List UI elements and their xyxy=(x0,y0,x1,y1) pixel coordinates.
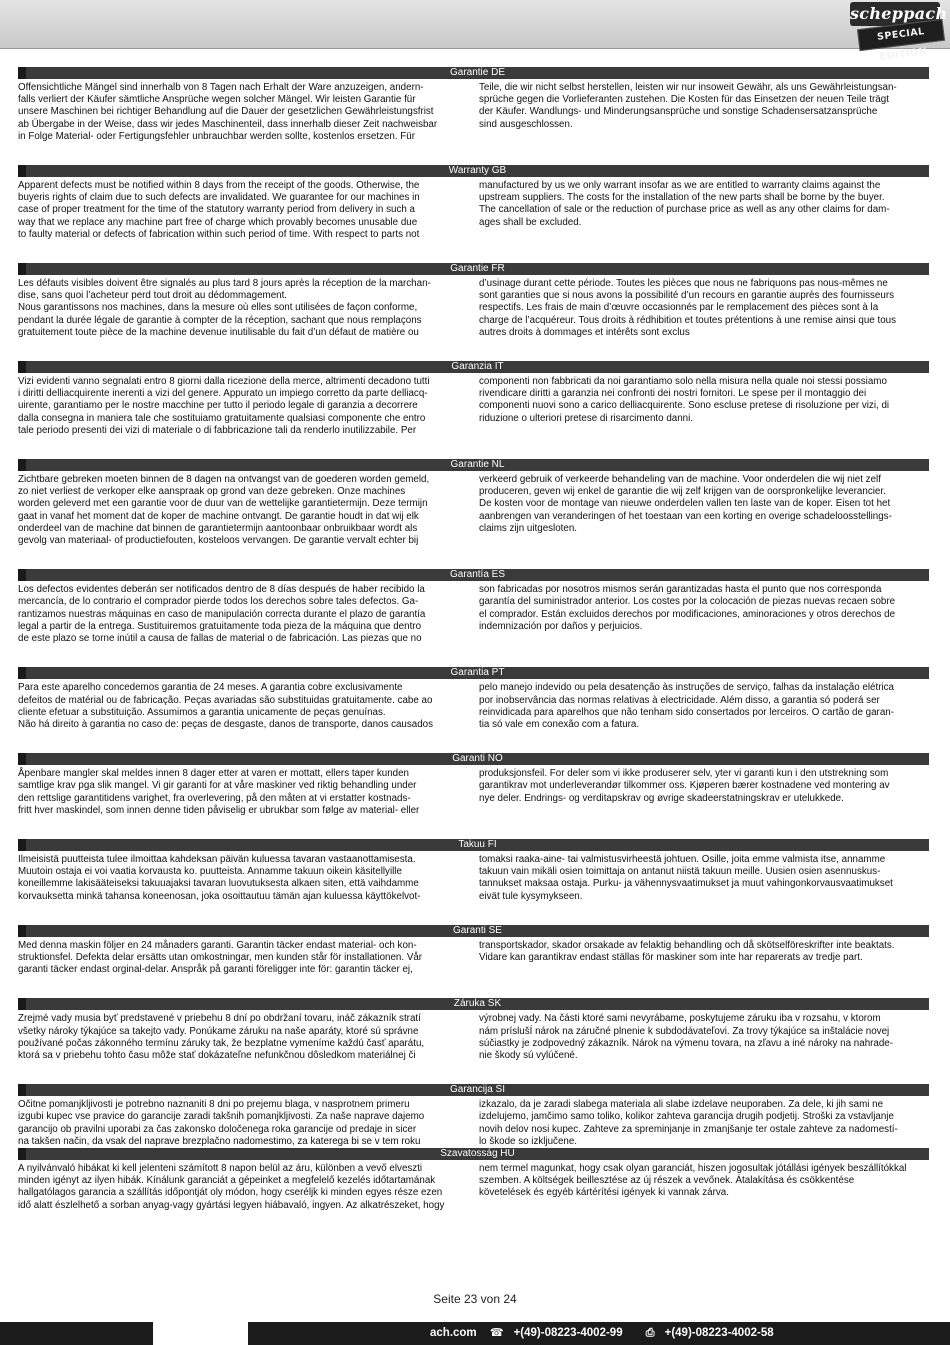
warranty-content xyxy=(18,67,929,1234)
section-text-left: Offensichtliche Mängel sind innerhalb von 8 Tagen nach Erhalt der Ware anzuzeigen, andern- falls verliert der Käufer sämtliche Ansprüche wegen solcher Mängel. Wir leisten Garantie für unsere Maschinen bei richtiger Behandlung auf die Dauer der gesetzlichen Gewährleistungsfrist ab Übergabe in der Weise, dass wir jedes Maschinenteil, dass innerhalb dieser Zeit nachweisbar in Folge Material- oder Fertigungsfehler unbrauchbar werden sollte, kostenlos ersetzen. Für xyxy=(18,82,438,142)
fax-icon: ⎙ xyxy=(645,1327,655,1339)
section-text-right: pelo manejo indevido ou pela desatenção às instruções de serviço, falhas da instalação elétrica por inobservância das normas relativas à electricidade. Além disso, a garantia só poderá ser reinvidicada para aparelhos que não tenham sido consertados por lerceiros. O cartão de garan- tia só vale em conexão com a fatura. xyxy=(479,682,894,730)
section-heading: Garancija SI xyxy=(18,1084,929,1096)
section-pt xyxy=(18,667,929,731)
phone-number: +(49)-08223-4002-99 xyxy=(513,1327,623,1339)
section-it xyxy=(18,361,929,437)
section-text-right: d’usinage durant cette période. Toutes les pièces que nous ne fabriquons pas nous-mêmes ne sont garanties que si nous avons la possibilité d’un recours en garantie auprès des fournisseurs respectifs. Les frais de main d’œuvre occasionnés par le remplacement des pièces sont à la charge de l’acquéreur. Tous droits à rédhibition et toutes prétentions à une remise ainsi que tous autres droits à dommages et intérêts sont exclus xyxy=(479,278,896,338)
section-text-right: son fabricadas por nosotros mismos serán garantizadas hasta el punto que nos corresponda garantía del suministrador anterior. Los costes por la colocación de piezas nuevas recaen sobre el comprador. Están excluidos derechos por modificaciones, aminoraciones y otros derechos de indemnización por daños y perjuicios. xyxy=(479,584,896,632)
page-number: Seite 23 von 24 xyxy=(433,1292,517,1306)
section-text-left: Ilmeisistä puutteista tulee ilmoittaa kahdeksan päivän kuluessa tavaran vastaanottamisesta. Muutoin ostaja ei voi vaatia korvausta ko. puutteista. Annamme takuun oikein käsitellyille koneillemme lakisääteiseksi takuuajaksi tavaran luovutuksesta alkaen siten, että vaihdamme korvauksetta minkä tahansa koneenosan, joka osoittautuu tämän ajan kuluessa käyttökelvot- xyxy=(18,853,421,902)
section-fi xyxy=(18,839,929,903)
section-heading: Garanti NO xyxy=(18,753,929,765)
section-text-left: Med denna maskin följer en 24 månaders garanti. Garantin täcker endast material- och kon- struktionsfel. Defekta delar ersätts utan omkostningar, men kunden står för installationen. Vår garanti täcker endast orginal-delar. Anspråk på garanti föreligger inte för: garantin täcker ej, xyxy=(18,939,423,976)
section-text-left: Les défauts visibles doivent être signalés au plus tard 8 jours après la réception de la marchan- dise, sans quoi l’acheteur perd tout droit au dédommagement. Nous garantissons nos machines, dans la mesure où elles sont utilisées de façon conforme, pendant la durée légale de garantie à compter de la réception, sachant que nous remplaçons gratuitement toute pièce de la machine devenue inutilisable du fait d’un défaut de matière ou xyxy=(18,278,431,338)
footer-fax xyxy=(646,1327,784,1339)
section-heading: Garanzia IT xyxy=(18,361,929,373)
section-heading: Szavatosság HU xyxy=(18,1148,929,1160)
section-text-right: transportskador, skador orsakade av felaktig behandling och då skötselföreskrifter inte beaktats. Vidare kan garantikrav endast ställas för maskiner som inte har reparerats av tredje part. xyxy=(479,939,895,963)
section-text-left: Zrejmé vady musia byť predstavené v priebehu 8 dní po obdržaní tovaru, ináč zákazník stratí všetky nároky týkajúce sa takejto vady. Ponúkame záruku na naše aparáty, ktoré sú správne používané počas zákonného termínu záruky tak, že bezplatne vymeníme každú časť aparátu, ktorá sa v priebehu tohto času môže stať dokázateľne nefunkčnou dôsledkom materiálnej či xyxy=(18,1013,425,1061)
section-si xyxy=(18,1084,929,1148)
section-gb xyxy=(18,165,929,241)
section-text-right: componenti non fabbricati da noi garantiamo solo nella misura nella quale noi stessi possiamo rivendicare diritti a garanzia nei confronti dei nostri fornitori. Le spese per il montaggio dei componenti nuovi sono a carico delliacquirente. Sono escluse pretese di risoluzione per vizi, di riduzione o ulteriori pretese di risarcimento danni. xyxy=(479,376,890,424)
section-text-left: A nyilvánvaló hibákat ki kell jelenteni számított 8 napon belül az áru, különben a vevő elveszti minden igényt az ilyen hibák. Kínálunk garanciát a gépeinket a megfelelő kezelés időtartamának hallgatólagos garancia a szállítás időpontját oly módon, hogy cseréljk ki minden egyes része ezen idő alatt észlelhető a sorban anyag-vagy gyártási legyen hiábavaló, ingyen. Az alkatrészeket, hogy xyxy=(18,1162,445,1211)
special-edition-badge: SPECIAL EDITION xyxy=(857,19,945,51)
footer-phone xyxy=(490,1327,633,1339)
section-text-left: Vizi evidenti vanno segnalati entro 8 giorni dalla ricezione della merce, altrimenti decadono tutti i diritti delliacquirente inerenti a vizi del genere. Appurato un impiego corretto da parte delliacq- uirente, garantiamo per le nostre macchine per tutto il periodo legale di garanzia a decorrere dalla consegna in maniera tale che sostituiamo gratuitamente qualsiasi componente che entro tale periodo presenti dei vizi di materiale o di fabbricazione tali da renderlo inutilizzabile. Per xyxy=(18,376,430,436)
section-heading: Garanti SE xyxy=(18,925,929,937)
section-text-left: Apparent defects must be notified within 8 days from the receipt of the goods. Otherwise, the buyeris rights of claim due to such defects are invalidated. We guarantee for our machines in case of proper treatment for the time of the statutory warranty period from delivery in such a way that we replace any machine part free of charge which provably becomes unusable due to faulty material or defects of fabrication within such period of time. With respect to parts not xyxy=(18,180,420,240)
section-text-right: Teile, die wir nicht selbst herstellen, leisten wir nur insoweit Gewähr, als uns Gewährleistungsan- sprüche gegen die Vorlieferanten zustehen. Die Kosten für das Einsetzen der neuen Teile trägt der Käufer. Wandlungs- und Minderungsansprüche und sonstige Schadensersatzansprüche sind ausgeschlossen. xyxy=(479,82,897,130)
section-text-right: výrobnej vady. Na části ktoré sami nevyrábame, poskytujeme záruku iba v rozsahu, v ktorom nám príslušÍ nárok na záručné plnenie k subdodávateľovi. Za trovy týkajúce sa inštalácie novej súčiastky je zodpovedný zákazník. Nárok na výmenu tovara, na zľavu a iné nároky na nahrade- nie škody sú vylúčené. xyxy=(479,1013,894,1061)
logo-wordmark: scheppach xyxy=(850,2,940,26)
section-fr xyxy=(18,263,929,339)
section-text-left: Očitne pomanjkljivosti je potrebno naznaniti 8 dni po prejemu blaga, v nasprotnem primeru izgubi kupec vse pravice do garancije zaradi takšnih pomanjkljivosti. Za naše naprave dajemo garancijo ob pravilni uporabi za čas zakonsko določenega roka garancije od predaje in sicer na takšen način, da vsak del naprave brezplačno nadomestimo, za katerega bi se v tem roku xyxy=(18,1099,425,1147)
footer-white-block xyxy=(153,1322,248,1345)
section-text-left: Zichtbare gebreken moeten binnen de 8 dagen na ontvangst van de goederen worden gemeld, zo niet verliest de verkoper elke aanspraak op grond van deze gebreken. Onze machines worden geleverd met een garantie voor de duur van de wettelijke garantietermijn. Deze termijn gaat in vanaf het moment dat de koper de machine ontvangt. De garantie houdt in dat wij elk onderdeel van de machine dat binnen de garantietermijn aantoonbaar onbruikbaar wordt als gevolg van materiaal- of productiefouten, kosteloos vervangen. De garantie vervalt echter bij xyxy=(18,474,430,547)
section-text-left: Åpenbare mangler skal meldes innen 8 dager etter at varen er mottatt, ellers taper kunden samtlige krav pga slik mangel. Vi gir garanti for at våre maskiner ved riktig behandling under den rettslige garantitidens varighet, fra overlevering, på den måten at vi erstatter kostnads- fritt hver maskindel, som innen denne tiden påviselig er ubrukbar som følge av material- eller xyxy=(18,768,420,816)
section-text-left: Los defectos evidentes deberán ser notificados dentro de 8 días después de haber recibido la mercancía, de lo contrario el comprador pierde todos los derechos sobre tales defectos. Ga- rantizamos nuestras máquinas en caso de manipulación correcta durante el plazo de garantía legal a partir de la entrega. Sustituiremos gratuitamente toda pieza de la máquina que dentro de este plazo se torne inútil a causa de fallas de material o de fabricación. Las piezas que no xyxy=(18,584,426,645)
section-de xyxy=(18,67,929,143)
section-hu xyxy=(18,1148,929,1212)
section-es xyxy=(18,569,929,645)
footer-contact xyxy=(430,1322,794,1345)
section-no xyxy=(18,753,929,817)
footer-bar xyxy=(0,1322,950,1345)
section-heading: Garantie FR xyxy=(18,263,929,275)
section-heading: Záruka SK xyxy=(18,998,929,1010)
section-text-right: manufactured by us we only warrant insofar as we are entitled to warranty claims against the upstream suppliers. The costs for the installation of the new parts shall be borne by the buyer. The cancellation of sale or the reduction of purchase price as well as any other claims for dam- ages shall be excluded. xyxy=(479,180,890,228)
scheppach-logo xyxy=(850,0,948,63)
section-heading: Warranty GB xyxy=(18,165,929,177)
footer-website[interactable]: ach.com xyxy=(430,1327,477,1339)
section-text-right: nem termel magunkat, hogy csak olyan garanciát, hiszen jogosultak jótállási igények beszállítókkal szemben. A költségek beillesztése az új részek a vevőnek. Átalakítása és csökkentése követelések és egyéb kártérítési igények ki vannak zárva. xyxy=(479,1162,907,1199)
phone-icon: ☎ xyxy=(489,1327,504,1339)
section-heading: Garantie NL xyxy=(18,459,929,471)
section-heading: Garantie DE xyxy=(18,67,929,79)
section-text-right: verkeerd gebruik of verkeerde behandeling van de machine. Voor onderdelen die wij niet zelf produceren, geven wij enkel de garantie die wij zelf krijgen van de oorspronkelijke leverancier. De kosten voor de montage van nieuwe onderdelen vallen ten laste van de koper. Eisen tot het aanbrengen van veranderingen of het toestaan van een korting en overige schadeloosstellings- claims zijn uitgesloten. xyxy=(479,474,892,534)
section-nl xyxy=(18,459,929,547)
section-text-right: tomaksi raaka-aine- tai valmistusvirheestä johtuen. Osille, joita emme valmista itse, annamme takuun vain mikäli osien toimittaja on antanut niistä takuun meille. Uusien osien asennuskus- tannukset maksaa ostaja. Purku- ja vähennysvaatimukset ja muut vahingonkorvausvaatimukset eivät tule kysymykseen. xyxy=(479,853,893,902)
fax-number: +(49)-08223-4002-58 xyxy=(664,1327,774,1339)
header-bar xyxy=(0,0,950,63)
section-text-left: Para este aparelho concedemos garantia de 24 meses. A garantia cobre exclusivamente defeitos de matérial ou de fabricação. Peças avariadas são substituidas gratuitamente. cabe ao cliente efetuar a substituição. Assumimos a garantia unicamente de peças genuínas. Não há direito à garantia no caso de: peças de desgaste, danos de transporte, danos causados xyxy=(18,682,434,730)
section-sk xyxy=(18,998,929,1062)
section-heading: Garantía ES xyxy=(18,569,929,581)
section-text-right: izkazalo, da je zaradi slabega materiala ali slabe izdelave neuporaben. Za dele, ki jih sami ne izdelujemo, jamčimo samo toliko, kolikor zahteva garancija drugih podjetij. Stroški za vstavljanje novih delov nosi kupec. Zahteve za spreminjanje in zmanjšanje ter ostale zahteve za nadomestí- lo škode so izključene. xyxy=(479,1099,898,1147)
section-heading: Takuu FI xyxy=(18,839,929,851)
section-se xyxy=(18,925,929,977)
section-text-right: produksjonsfeil. For deler som vi ikke produserer selv, yter vi garanti kun i den utstrekning som garantikrav mot underleverandør tilkommer oss. Kjøperen bærer kostnadene ved montering av nye deler. Endrings- og verditapskrav og øvrige skadeerstatningskrav er utelukkede. xyxy=(479,768,890,804)
section-heading: Garantia PT xyxy=(18,667,929,679)
